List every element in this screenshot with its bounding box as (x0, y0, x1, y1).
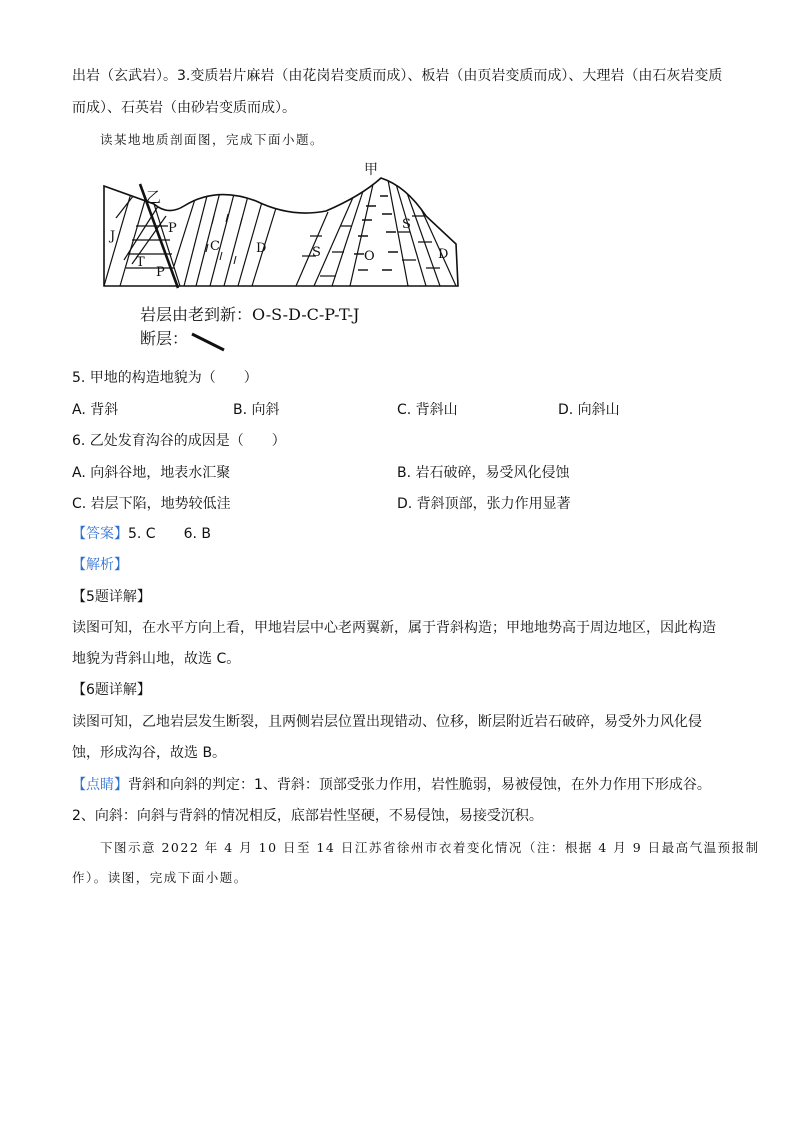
q6-option-d: D. 背斜顶部，张力作用显著 (397, 496, 571, 512)
answer-5: 5. C (128, 526, 156, 542)
analysis-tag: 【解析】 (72, 557, 128, 573)
q6-option-a: A. 向斜谷地，地表水汇聚 (72, 465, 231, 481)
intro-line-1: 出岩（玄武岩）。3.变质岩片麻岩（由花岗岩变质而成）、板岩（由页岩变质而成）、大理岩（由石灰岩变质 (72, 68, 723, 84)
stratum-d-right: D (438, 247, 449, 262)
q5-option-d: D. 向斜山 (558, 402, 620, 418)
legend-fault-symbol (192, 334, 224, 350)
q5-option-b: B. 向斜 (233, 402, 280, 418)
stratum-c: C (210, 239, 220, 254)
stratum-o: O (364, 249, 375, 264)
detail-5-line-2: 地貌为背斜山地，故选 C。 (72, 651, 241, 667)
stratum-p-upper: P (168, 221, 177, 236)
answer-line (72, 524, 211, 544)
stratum-s-right: S (402, 217, 411, 232)
figure-prompt: 读某地地质剖面图，完成下面小题。 (100, 132, 325, 147)
detail-5-tag: 【5题详解】 (72, 589, 151, 605)
next-prompt-line-2: 作）。读图，完成下面小题。 (72, 870, 248, 885)
detail-6-line-1: 读图可知，乙地岩层发生断裂，且两侧岩层位置出现错动、位移，断层附近岩石破碎，易受外力风化侵 (72, 714, 702, 730)
detail-6-line-2: 蚀，形成沟谷，故选 B。 (72, 745, 227, 761)
tip-line-2: 2、向斜：向斜与背斜的情况相反，底部岩性坚硬，不易侵蚀，易接受沉积。 (72, 808, 543, 824)
legend-order: 岩层由老到新：O-S-D-C-P-T-J (140, 305, 360, 324)
answer-tag: 【答案】 (72, 526, 128, 542)
detail-5-line-1: 读图可知，在水平方向上看，甲地岩层中心老两翼新，属于背斜构造；甲地地势高于周边地区，因此构造 (72, 620, 716, 636)
next-prompt-line-1: 下图示意 2022 年 4 月 10 日至 14 日江苏省徐州市衣着变化情况（注：根据 4 月 9 日最高气温预报制 (100, 840, 760, 855)
q6-option-b: B. 岩石破碎，易受风化侵蚀 (397, 465, 570, 481)
detail-6-tag: 【6题详解】 (72, 682, 151, 698)
question-5-stem: 5. 甲地的构造地貌为（ ） (72, 370, 258, 386)
tip-line-1: 【点睛】背斜和向斜的判定：1、背斜：顶部受张力作用，岩性脆弱，易被侵蚀，在外力作用下形成谷。 (72, 777, 711, 793)
question-6-stem: 6. 乙处发育沟谷的成因是（ ） (72, 433, 286, 449)
q5-option-a: A. 背斜 (72, 402, 119, 418)
geologic-profile-figure (96, 156, 476, 356)
q6-option-c: C. 岩层下陷，地势较低洼 (72, 496, 231, 512)
stratum-p-lower: P (156, 265, 165, 280)
stratum-t: T (136, 255, 145, 270)
label-jia: 甲 (364, 162, 378, 178)
stratum-s-left: S (312, 245, 321, 260)
legend-fault-label: 断层： (140, 329, 189, 348)
answer-6: 6. B (183, 526, 212, 542)
stratum-d-left: D (256, 241, 267, 256)
intro-line-2: 而成）、石英岩（由砂岩变质而成）。 (72, 100, 296, 116)
stratum-j: J (110, 229, 116, 244)
tip-tag: 【点睛】 (72, 777, 128, 793)
label-yi: 乙 (146, 188, 162, 206)
q5-option-c: C. 背斜山 (397, 402, 458, 418)
